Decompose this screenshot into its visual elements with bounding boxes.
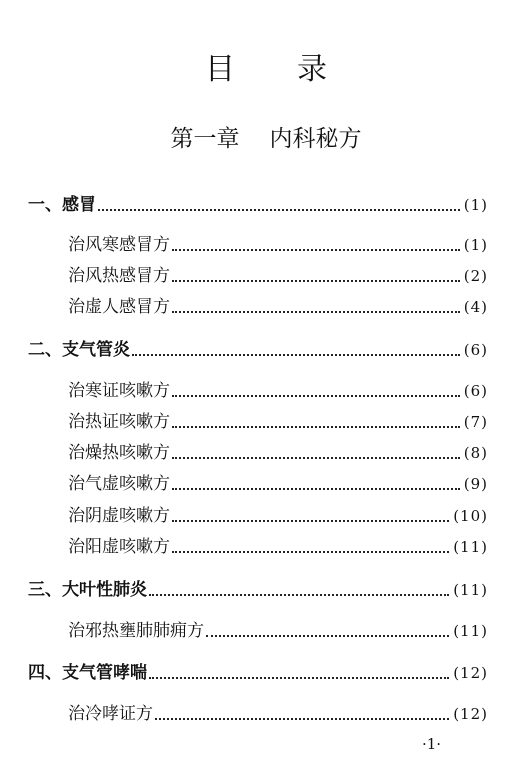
section-title: 支气管哮喘 — [62, 663, 147, 683]
entry-page-number: (11) — [453, 538, 488, 556]
section-title: 大叶性肺炎 — [62, 580, 147, 600]
section-title: 感冒 — [62, 195, 96, 215]
dot-leader — [172, 488, 460, 490]
entry-title: 治虚人感冒方 — [68, 297, 170, 317]
section-number: 四、 — [28, 663, 62, 683]
dot-leader — [172, 249, 460, 251]
entry-title: 治邪热壅肺肺痈方 — [68, 621, 204, 641]
toc-entry-row — [68, 618, 488, 644]
entry-page-number: (10) — [453, 507, 488, 525]
dot-leader — [172, 280, 460, 282]
dot-leader — [172, 520, 449, 522]
entry-title: 治冷哮证方 — [68, 704, 153, 724]
toc-section-row — [28, 660, 488, 686]
entry-title: 治热证咳嗽方 — [68, 412, 170, 432]
entry-title: 治风寒感冒方 — [68, 235, 170, 255]
dot-leader — [206, 635, 449, 637]
entry-page-number: (4) — [463, 298, 488, 316]
dot-leader — [172, 311, 460, 313]
chapter-number: 第一章 — [170, 126, 240, 152]
section-number: 二、 — [28, 340, 62, 360]
toc-entry-row — [68, 503, 488, 529]
entry-title: 治燥热咳嗽方 — [68, 443, 170, 463]
entry-title: 治气虚咳嗽方 — [68, 474, 170, 494]
dot-leader — [172, 426, 460, 428]
entry-page-number: (7) — [463, 413, 488, 431]
toc-entry-row — [68, 294, 488, 320]
toc-entry-row — [68, 471, 488, 497]
entry-page-number: (1) — [463, 236, 488, 254]
dot-leader — [172, 457, 460, 459]
entry-page-number: (12) — [453, 705, 488, 723]
section-page-number: (6) — [463, 341, 488, 359]
section-page-number: (12) — [453, 664, 488, 682]
toc-entry-row — [68, 232, 488, 258]
entry-page-number: (9) — [463, 475, 488, 493]
dot-leader — [149, 594, 449, 596]
page-title — [0, 52, 532, 88]
section-number: 一、 — [28, 195, 62, 215]
toc-section-row — [28, 337, 488, 363]
chapter-name: 内科秘方 — [269, 126, 362, 152]
chapter-heading — [0, 124, 532, 154]
entry-page-number: (11) — [453, 622, 488, 640]
toc-entry-row — [68, 534, 488, 560]
section-page-number: (11) — [453, 581, 488, 599]
entry-title: 治阳虚咳嗽方 — [68, 537, 170, 557]
toc-section-row — [28, 577, 488, 603]
toc-entry-row — [68, 378, 488, 404]
entry-title: 治风热感冒方 — [68, 266, 170, 286]
toc-entry-row — [68, 440, 488, 466]
dot-leader — [132, 354, 460, 356]
toc-entry-row — [68, 409, 488, 435]
dot-leader — [155, 718, 449, 720]
section-title: 支气管炎 — [62, 340, 130, 360]
toc-entry-row — [68, 701, 488, 727]
section-page-number: (1) — [463, 196, 488, 214]
title-left: 目 — [205, 52, 235, 87]
entry-title: 治阴虚咳嗽方 — [68, 506, 170, 526]
entry-page-number: (2) — [463, 267, 488, 285]
page-number: ·1· — [422, 735, 442, 753]
toc-entry-row — [68, 263, 488, 289]
section-number: 三、 — [28, 580, 62, 600]
dot-leader — [98, 209, 460, 211]
title-right: 录 — [297, 52, 327, 87]
dot-leader — [172, 551, 449, 553]
dot-leader — [172, 395, 460, 397]
entry-title: 治寒证咳嗽方 — [68, 381, 170, 401]
dot-leader — [149, 677, 449, 679]
entry-page-number: (6) — [463, 382, 488, 400]
toc-section-row — [28, 192, 488, 218]
entry-page-number: (8) — [463, 444, 488, 462]
